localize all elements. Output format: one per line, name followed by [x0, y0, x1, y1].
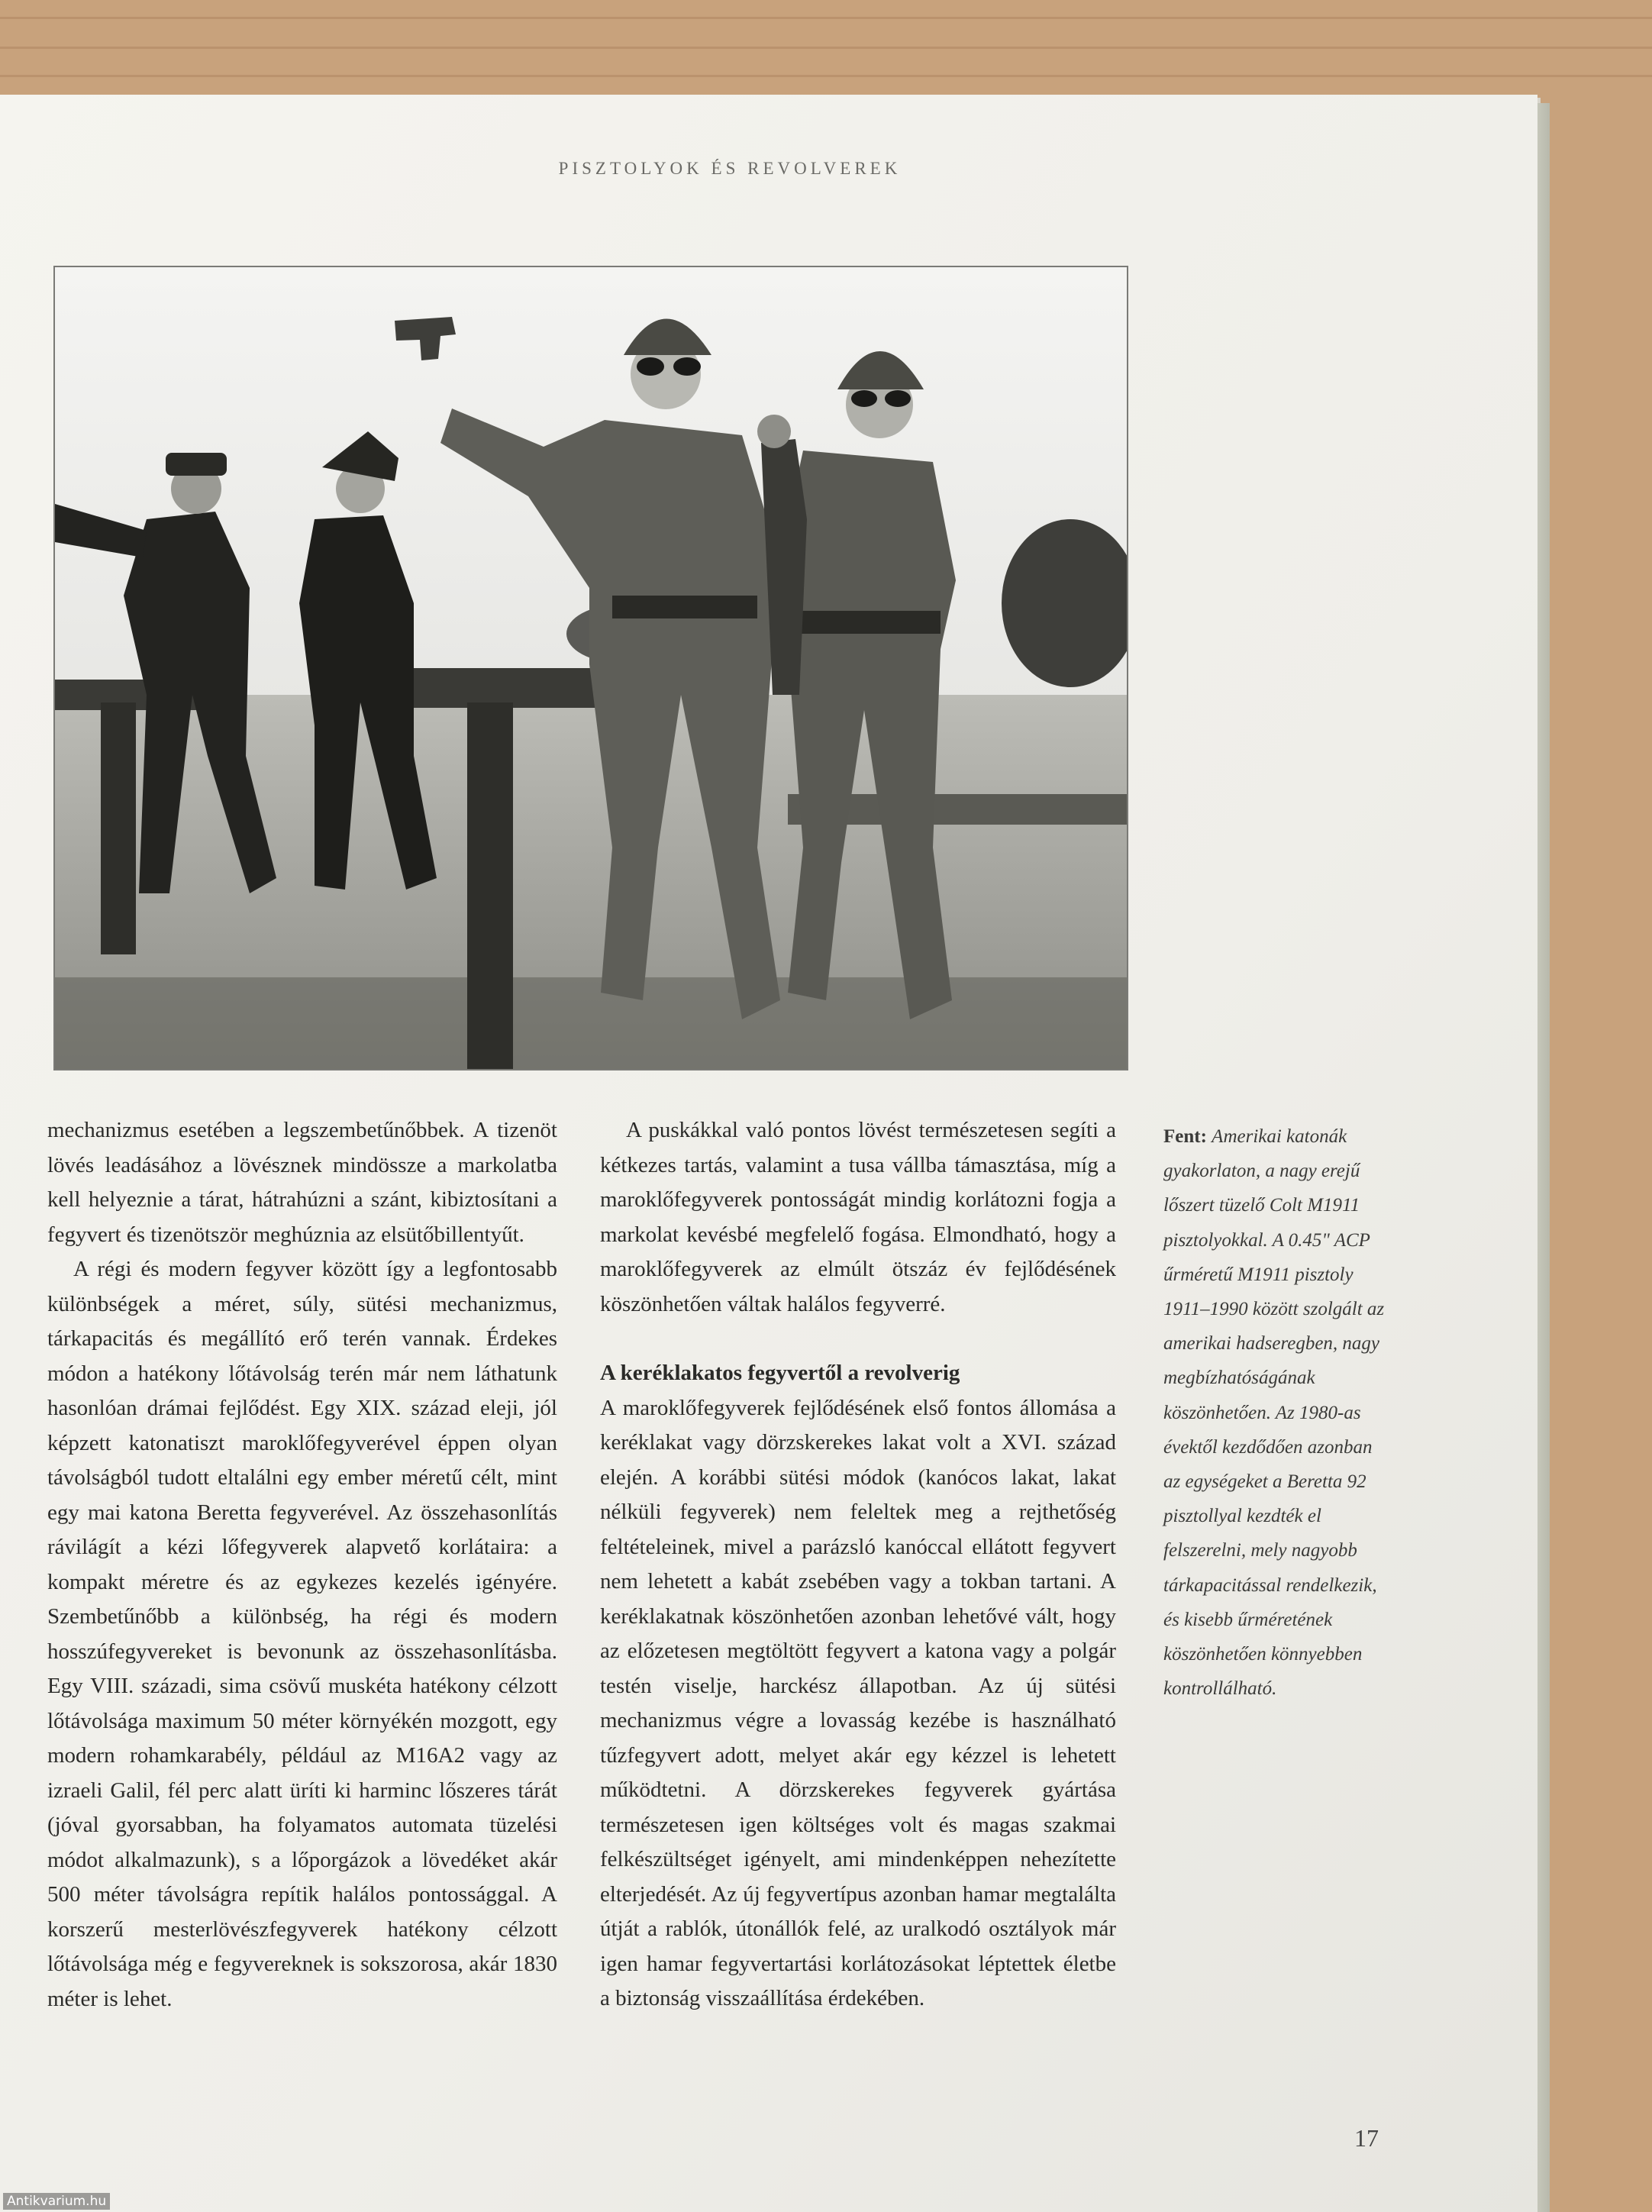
paragraph: A maroklőfegyverek fejlődésének első fontos állomása a keréklakat vagy dörzskerekes lakat volt a XVI. század elején. A korábbi sütési módok (kanócos lakat, lakat nélküli fegyverek) nem feleltek meg a rejthetőség feltételeinek, mivel a parázsló kanóccal ellátott fegyvert nem lehetett a kabát zsebében vagy a tokban tartani. A keréklakatnak köszönhetően azonban lehetővé vált, hogy az előzetesen megtöltött fegyvert a katona vagy a polgár testén viselje, harckész állapotban. Az új sütési mechanizmus végre a lovasság kezébe is használható tűzfegyvert adott, melyet akár egy kézzel is lehetett működtetni. A dörzskerekes fegyverek gyártása természetesen igen költséges volt és magas szakmai felkészültséget igényelt, ami mindenképpen nehezítette elterjedését. Az új fegyvertípus azonban hamar megtalálta útját a rablók, útonállók felé, az uralkodó osztályok már igen hamar fegyvertartási korlátozásokat léptettek életbe a biztonság visszaállítása érdekében. [600, 1395, 1116, 2010]
photo-soldiers-pistol-practice [53, 266, 1128, 1070]
running-head: PISZTOLYOK ÉS REVOLVEREK [558, 159, 902, 178]
paragraph: mechanizmus esetében a legszembetűnőbbek. A tizenöt lövés leadásához a lövésznek mindössze a markolatba kell helyeznie a tárat, hátrahúzni a szánt, kibiztosítani a fegyvert és tizenötször meghúznia az elsütőbillentyűt. [47, 1118, 557, 1247]
background-wood-grain [0, 47, 1652, 49]
black-and-white-photo-icon [55, 267, 1127, 1069]
page-number: 17 [1354, 2124, 1379, 2152]
text-column-left [47, 1113, 557, 2017]
background-wood-grain [0, 17, 1652, 19]
paragraph: A puskákkal való pontos lövést természetesen segíti a kétkezes tartás, valamint a tusa vállba támasztása, míg a maroklőfegyverek pontosságát mindig korlátozni fogja a markolat kevésbé megfelelő fogása. Elmondható, hogy a maroklőfegyverek az elmúlt ötszáz év fejlődésének köszönhetően váltak halálos fegyverré. [600, 1118, 1116, 1316]
watermark: Antikvarium.hu [3, 2193, 110, 2210]
caption-body: Amerikai katonák gyakorlaton, a nagy erejű lőszert tüzelő Colt M1911 pisztolyokkal. A 0.45" ACP űrméretű M1911 pisztoly 1911–1990 között szolgált az amerikai hadseregben, nagy megbízhatóságának köszönhetően. Az 1980-as évektől kezdődően azonban az egységeket a Beretta 92 pisztollyal kezdték el felszerelni, mely nagyobb tárkapacitással rendelkezik, és kisebb űrméretének köszönhetően könnyebben kontrollálható. [1163, 1126, 1385, 1700]
background-wood-grain [0, 75, 1652, 77]
caption-lead: Fent: [1163, 1126, 1207, 1147]
photo-caption [1163, 1119, 1392, 1706]
section-heading: A keréklakatos fegyvertől a revolverig [600, 1361, 960, 1385]
text-column-right [600, 1113, 1116, 2017]
paragraph: A régi és modern fegyver között így a legfontosabb különbségek a méret, súly, sütési mechanizmus, tárkapacitás és megállító erő terén vannak. Érdekes módon a hatékony lőtávolság terén már nem láthatunk hasonlóan drámai fejlődést. Egy XIX. század eleji, jól képzett katonatiszt maroklőfegyverével éppen olyan távolságból tudott eltalálni egy ember méretű célt, mint egy mai katona Beretta fegyverével. Az összehasonlítás rávilágít a kézi lőfegyverek alapvető korlátaira: a kompakt méretre és az egykezes kezelés igényére. Szembetűnőbb a különbség, ha régi és modern hosszúfegyvereket is bevonunk az összehasonlításba. Egy VIII. századi, sima csövű muskéta hatékony célzott lőtávolsága maximum 50 méter környékén mozgott, egy modern rohamkarabély, például az M16A2 vagy az izraeli Galil, fél perc alatt üríti ki harminc lőszeres tárát (jóval gyorsabban, ha folyamatos automata tüzelési módot alkalmazunk), s a lőporgázok a lövedéket akár 500 méter távolságra repítik halálos pontossággal. A korszerű mesterlövészfegyverek hatékony célzott lőtávolsága még e fegyvereknek is sokszorosa, akár 1830 méter is lehet. [47, 1257, 557, 2011]
